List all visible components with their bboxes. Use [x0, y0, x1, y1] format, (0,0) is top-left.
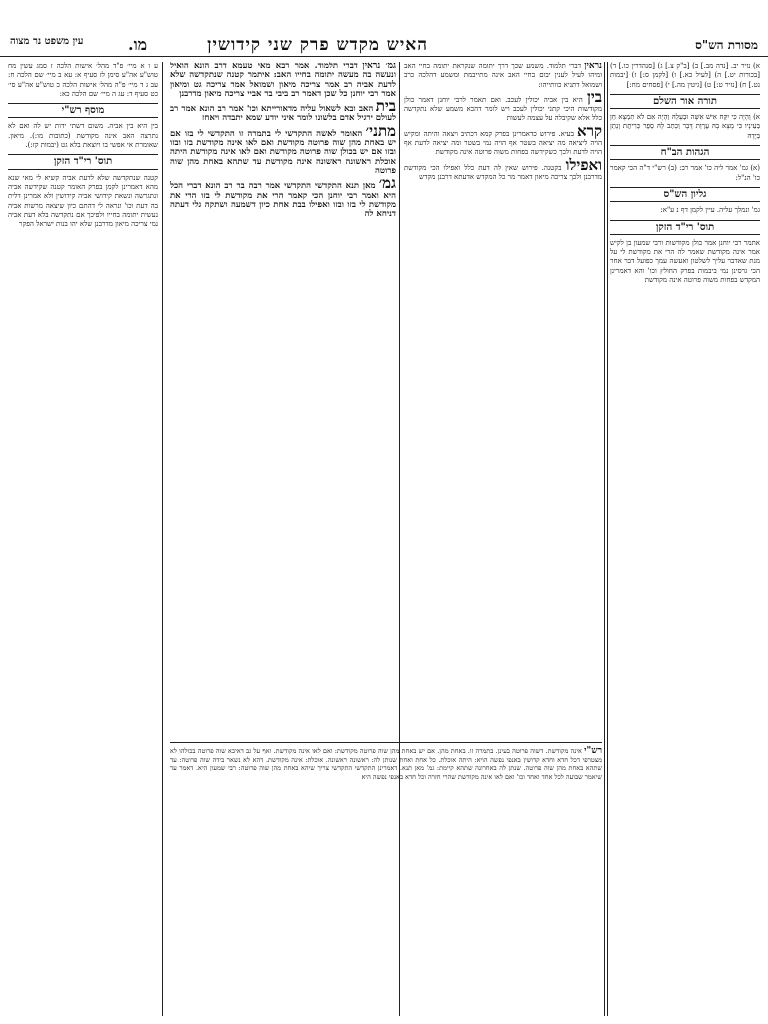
- gemara-column: [170, 62, 396, 734]
- gemara-lead-word: גמ׳ נראין: [362, 62, 396, 71]
- ridz-text-left: קטנה שנתקדשה שלא לדעת אביה קשיא לי מאי שנא מהא דאמרינן לקמן בפרק האומר קטנה שקידשה אביה ונתגרשה ונשאת קידושי אביה קידושין ולא אמרינן דלית בה דעת וכו' ונראה לי דהתם כיון שיצאה מרשות אביה נעשית יתומה בחייו ולפיכך אם נתקדשה בלא דעת אביה נמי צריכה מיאון מדרבנן שלא יהו בנות ישראל הפקר: [8, 173, 158, 229]
- ein-mishpat-refs: ע ו א מיי׳ פ"ד מהל׳ אישות הלכה ז סמג עשין מח טוש"ע אה"ע סימן לז סעיף א: עא ב מיי׳ שם הלכה ח: עב ג ד מיי׳ פ"ה מהל׳ אישות הלכה כ טוש"ע אה"ע סי׳ כט סעיף ד: עג ה מיי׳ שם הלכה כא:: [8, 62, 158, 98]
- column-divider: [607, 62, 608, 1016]
- dibbur-hamatchil: בין: [587, 87, 602, 106]
- commentary-text: היא בין אביה יכולין לעכב. ואם תאמר לרבי יוחנן דאמר כולן מקודשות היכי קתני יכולין לעכב ויש לומר דהכא משמע שלא נתקדשה כלל אלא שקיבלה על עצמה לעשות: [404, 95, 602, 123]
- left-margin-column: [8, 62, 158, 1016]
- ein-mishpat-label: עין משפט נר מצוה: [10, 36, 84, 47]
- torah-or-title: תורה אור השלם: [610, 94, 760, 109]
- ridz-title: תוס' רי"ד הזקן: [610, 220, 760, 235]
- gemara-text: מאן תנא התקדשי התקדשי אמר רבה בר רב הונא דברי הכל היא ואמר רבי יוחנן הכי קאמר הרי את מקודשת לי בזו הרי את מקודשת לי בזו ובזו ואפילו בבת אחת כיון דשמעה ושתקה גלי דעתה דניחא לה: [170, 181, 396, 220]
- commentary-text: דברי תלמוד. משמע שכך דרך יתומה שנקראת יתומה בחיי האב ומיהו לעיל לענין יבום בחיי האב אינה מתייבמת ומשמע דהלכה כרב ושמואל דתניא כוותייהו:: [404, 62, 602, 89]
- right-margin-column: [610, 62, 760, 1016]
- page-title: האיש מקדש פרק שני קידושין: [207, 35, 428, 55]
- mesorat-hashas-label: מסורת הש"ס: [695, 38, 758, 52]
- ridz-title-left: תוס' רי"ד הזקן: [8, 154, 158, 169]
- gemara-lead-word: בית: [375, 97, 396, 116]
- dibbur-hamatchil: נראין: [584, 62, 602, 71]
- rashi-block: [170, 742, 602, 1017]
- column-divider: [604, 62, 605, 1016]
- mishnah-text: האומר לאשה התקדשי לי בתמרה זו התקדשי לי בזו אם יש באחת מהן שוה פרוטה מקודשת ואם לאו אינה מקודשת בזו ובזו ובזו אם יש בכולן שוה פרוטה מקודשת ואם לאו אינה מקודשת היתה אוכלת ראשונה ראשונה אינה מקודשת עד שתהא באחת מהן שוה פרוטה: [170, 128, 396, 176]
- commentary-column: [404, 62, 602, 734]
- page-header: [0, 34, 768, 57]
- gemara-text: דברי תלמוד. אמר רבא מאי טעמא דרב הונא הואיל ונעשה בה מעשה יתומה בחייו האב: איתמר קטנה שנתקדשה שלא לדעת אביה רב אמר צריכה מיאון ושמואל אמר צריכה גט ומיאון אמר רבי יוחנן כל שכן דאמר רב ביבי בר אביי צריכה מיאון מדרבנן: [170, 62, 396, 99]
- dibbur-hamatchil: קרא: [576, 121, 602, 140]
- rashi-text: אינה מקודשת. דשוה פרוטה בעינן. בתמרה זו. באחת מהן. אם יש באחת מהן שוה פרוטה מקודשת: ואם לאו אינה מקודשת. ואף על גב דאיכא שוה פרוטה בכולהו לא מצטרפי דכל חדא וחדא קדושין באנפי נפשה הויא: היתה אוכלת. כל אחת ואחת שנותן לה: ראשונה ראשונה. אוכלת: אינה מקודשת. דהא לא נשאר בידה שוה פרוטה: עד שתהא באחת מהן שוה פרוטה. שנתן לה באחרונה שתהא קיימת: גמ' מאן תנא. דאמרינן התקדשי התקדשי צריך שיהא באחת מהן שוה פרוטה: רבי שמעון היא. דאמר עד שיאמר שבועה לכל אחד ואחד וכו' ואם לאו אינה מקודשת שהרי חזרה וכל חדא באנפי נפשה היא: [170, 747, 602, 781]
- rashi-title: רש"י: [584, 746, 602, 756]
- commentary-text: בעיא. פירוש כדאמרינן בפרק קמא דכתיב ויצאה והיתה ומקיש הויה ליציאה מה יציאה בשטר אף הויה נמי בשטר ומה יציאה לדעת אף הויה לדעת ולכך כשקידשה בפחות משוה פרוטה אינה מקודשת: [404, 129, 602, 157]
- torah-or-text: א) וְהָיָה כִּי יִקַּח אִישׁ אִשָּׁה וּבְעָלָהּ וְהָיָה אִם לֹא תִמְצָא חֵן בְּעֵינָיו כִּי מָצָא בָהּ עֶרְוַת דָּבָר וְכָתַב לָהּ סֵפֶר כְּרִיתֻת וְנָתַן בְּיָדָהּ: [610, 113, 760, 140]
- gemara-text: האב ובא לשאול עליה מדאורייתא וכו' אמר רב הונא אמר רב לעולם ירגיל אדם בלשונו לומר איני יודע שמא יתבדה ויאחז: [170, 104, 396, 124]
- musaf-rashi-text: בין היא בין אביה. משום דשתי ידות יש לה ואם לא נתרצה האב אינה מקודשת (כתובות מו:). מיאון. שאומרת אי אפשי בו ויוצאת בלא גט (יבמות קז:).: [8, 122, 158, 150]
- hagahot-text: (א) גמ' אמר ליה כו' אמר רב: (ב) רש"י ד"ה הכי קאמר כו' הנ"ל:: [610, 164, 760, 182]
- gilyon-title: גליון הש"ס: [610, 187, 760, 202]
- column-divider: [162, 62, 163, 1016]
- ridz-text: אתמר רבי יוחנן אמר כולן מקודשות ורבי שמעון בן לקיש אמר אינה מקודשת שאמר לה הרי את מקודשת לי על מנת שאדבר עליך לשלטון ואעשה עמך כפועל דבר אחר הכי גרסינן נמי ביבמות בפרק החולץ וכו' והא דאמרינן המקדש בפחות משוה פרוטה אינה מקודשת: [610, 238, 760, 285]
- mishnah-marker: מתני׳: [365, 121, 396, 140]
- musaf-rashi-title: מוסף רש"י: [8, 103, 158, 118]
- gemara-marker: גמ׳: [378, 174, 396, 193]
- hagahot-title: הגהות הב"ח: [610, 145, 760, 160]
- commentary-text: בקטנה. פירוש שאין לה דעת כלל ואפילו הכי מקודשת מדרבנן ולכך צריכה מיאון דאמר מר כל המקדש אדעתא דרבנן מקדש: [404, 163, 602, 181]
- gilyon-text: גמ' ונמלך עליה. עיין לקמן דף נ ע"א:: [660, 206, 760, 215]
- dibbur-hamatchil: ואפילו: [565, 155, 602, 174]
- mesorat-hashas-refs: א) נזיר יב. [נדה מב.] ב) [ב"ק צ.] ג) [סנהדרין כו.] ד) [בכורות יט.] ה) [לעיל כא.] ו) [לקמן ס:] ז) [יבמות נט.] ח) [נזיר ט:] ט) [גיטין מה.] י) [פסחים מח:]: [610, 62, 760, 89]
- page-number: מו.: [128, 35, 148, 54]
